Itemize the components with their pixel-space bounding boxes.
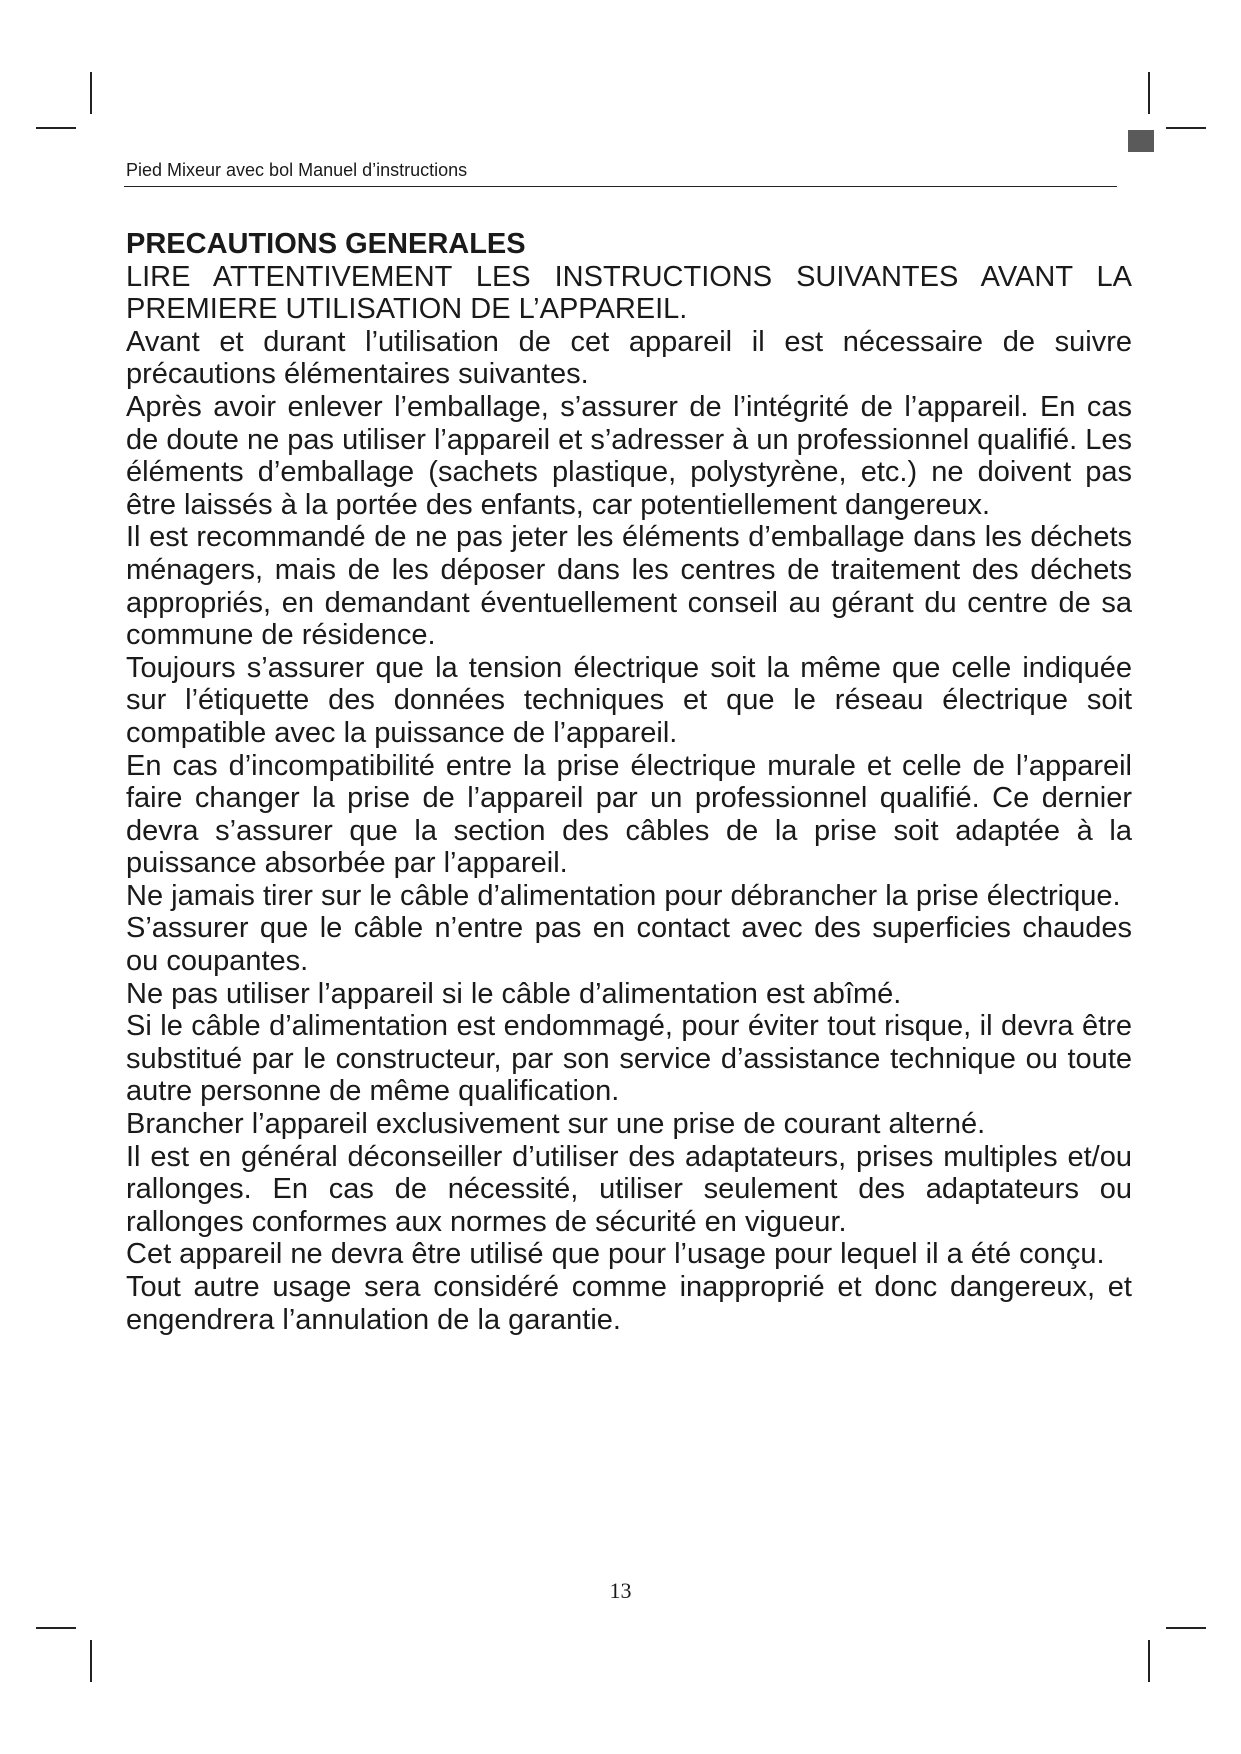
paragraph: Il est recommandé de ne pas jeter les éléments d’emballage dans les déchets ménagers, mais de les déposer dans les centres de traitement des déchets appropriés, en demandant éventuellement conseil au gérant du centre de sa commune de résidence.	[126, 521, 1132, 652]
running-header: Pied Mixeur avec bol Manuel d’instructions	[126, 160, 468, 180]
paragraph: Il est en général déconseiller d’utiliser des adaptateurs, prises multiples et/ou rallonges. En cas de nécessité, utiliser seulement des adaptateurs ou rallonges conformes aux normes de sécurité en vigueur.	[126, 1140, 1132, 1238]
crop-mark-top-right-horizontal	[1166, 127, 1206, 129]
paragraph: Ne jamais tirer sur le câble d’alimentation pour débrancher la prise électrique.	[126, 879, 1121, 912]
paragraph: Ne pas utiliser l’appareil si le câble d’alimentation est abîmé.	[126, 977, 902, 1010]
paragraph: Avant et durant l’utilisation de cet appareil il est nécessaire de suivre précautions élémentaires suivantes.	[126, 325, 1132, 391]
crop-mark-top-left-horizontal	[36, 127, 76, 129]
page-number: 13	[609, 1578, 632, 1603]
paragraph-list	[126, 326, 1132, 1336]
paragraph: En cas d’incompatibilité entre la prise électrique murale et celle de l’appareil faire changer la prise de l’appareil par un professionnel qualifié. Ce dernier devra s’assurer que la section des câbles de la prise soit adaptée à la puissance absorbée par l’appareil.	[126, 749, 1132, 880]
paragraph: S’assurer que le câble n’entre pas en contact avec des superficies chaudes ou coupantes.	[126, 912, 1132, 978]
section-intro: LIRE ATTENTIVEMENT LES INSTRUCTIONS SUIVANTES AVANT LA PREMIERE UTILISATION DE L’APPAREIL.	[126, 260, 1132, 326]
paragraph: Toujours s’assurer que la tension électrique soit la même que celle indiquée sur l’étiquette des données techniques et que le réseau électrique soit compatible avec la puissance de l’appareil.	[126, 651, 1132, 749]
crop-mark-bottom-right-horizontal	[1166, 1627, 1206, 1629]
paragraph: Brancher l’appareil exclusivement sur une prise de courant alterné.	[126, 1108, 986, 1141]
section-title: PRECAUTIONS GENERALES	[126, 228, 526, 260]
crop-mark-top-left-vertical	[90, 72, 92, 114]
paragraph: Tout autre usage sera considéré comme inapproprié et donc dangereux, et engendrera l’annulation de la garantie.	[126, 1271, 1132, 1336]
crop-mark-bottom-left-horizontal	[36, 1627, 76, 1629]
paragraph: Cet appareil ne devra être utilisé que pour l’usage pour lequel il a été conçu.	[126, 1238, 1105, 1271]
crop-mark-bottom-right-vertical	[1148, 1640, 1150, 1682]
print-registration-block	[1128, 130, 1154, 152]
page-content	[126, 228, 1132, 1336]
paragraph: Après avoir enlever l’emballage, s’assurer de l’intégrité de l’appareil. En cas de doute ne pas utiliser l’appareil et s’adresser à un professionnel qualifié. Les éléments d’emballage (sachets plastique, polystyrène, etc.) ne doivent pas être laissés à la portée des enfants, car potentiellement dangereux.	[126, 390, 1132, 521]
paragraph: Si le câble d’alimentation est endommagé, pour éviter tout risque, il devra être substitué par le constructeur, par son service d’assistance technique ou toute autre personne de même qualification.	[126, 1010, 1132, 1108]
crop-mark-bottom-left-vertical	[90, 1640, 92, 1682]
header-rule	[124, 186, 1117, 187]
crop-mark-top-right-vertical	[1148, 72, 1150, 114]
